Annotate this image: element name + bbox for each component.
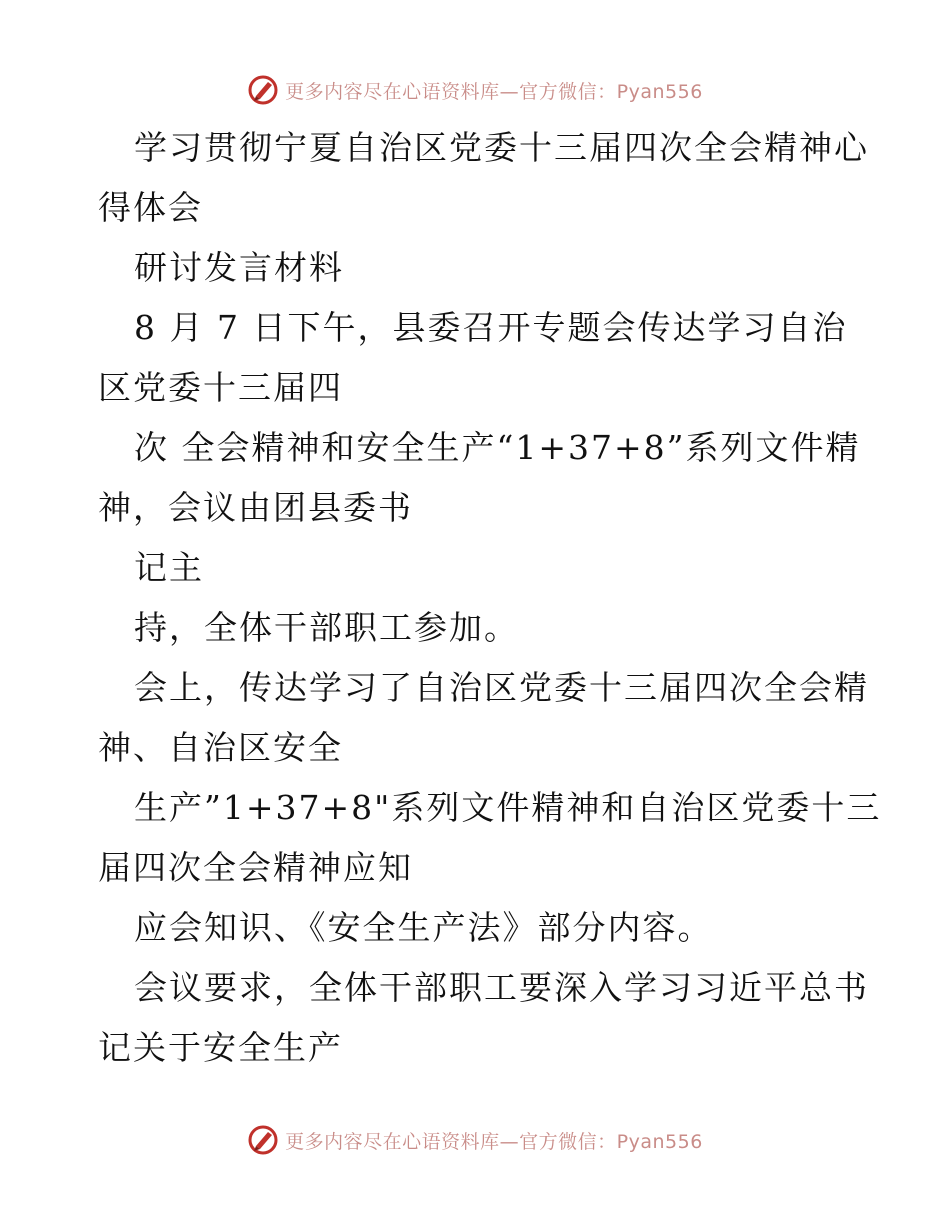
doc-line-12: 生产”1+37+8"系列文件精神和自治区党委十三	[134, 788, 882, 827]
doc-line-15: 会议要求，全体干部职工要深入学习习近平总书	[134, 968, 869, 1007]
footer-banner-text: 更多内容尽在心语资料库—官方微信：Pyan556	[285, 1130, 703, 1153]
document-body	[98, 118, 882, 1078]
header-banner-text: 更多内容尽在心语资料库—官方微信：Pyan556	[285, 80, 703, 103]
footer-banner	[0, 1120, 950, 1160]
doc-line-6: 次 全会精神和安全生产“1+37+8”系列文件精	[134, 428, 861, 467]
doc-line-1: 学习贯彻宁夏自治区党委十三届四次全会精神心	[134, 128, 869, 167]
doc-line-10: 会上，传达学习了自治区党委十三届四次全会精	[134, 668, 869, 707]
doc-line-3: 研讨发言材料	[134, 248, 344, 287]
doc-line-13: 届四次全会精神应知	[98, 848, 413, 887]
doc-line-11: 神、自治区安全	[98, 728, 343, 767]
pen-logo-icon	[247, 1124, 279, 1156]
doc-line-16: 记关于安全生产	[98, 1028, 343, 1067]
doc-line-7: 神，会议由团县委书	[98, 488, 413, 527]
doc-line-9: 持，全体干部职工参加。	[134, 608, 519, 647]
doc-line-14: 应会知识、《安全生产法》部分内容。	[134, 908, 713, 947]
pen-logo-icon	[247, 74, 279, 106]
doc-line-4: 8 月 7 日下午，县委召开专题会传达学习自治	[134, 308, 848, 347]
doc-line-8: 记主	[134, 548, 204, 587]
doc-line-2: 得体会	[98, 188, 203, 227]
doc-line-5: 区党委十三届四	[98, 368, 343, 407]
header-banner	[0, 70, 950, 110]
